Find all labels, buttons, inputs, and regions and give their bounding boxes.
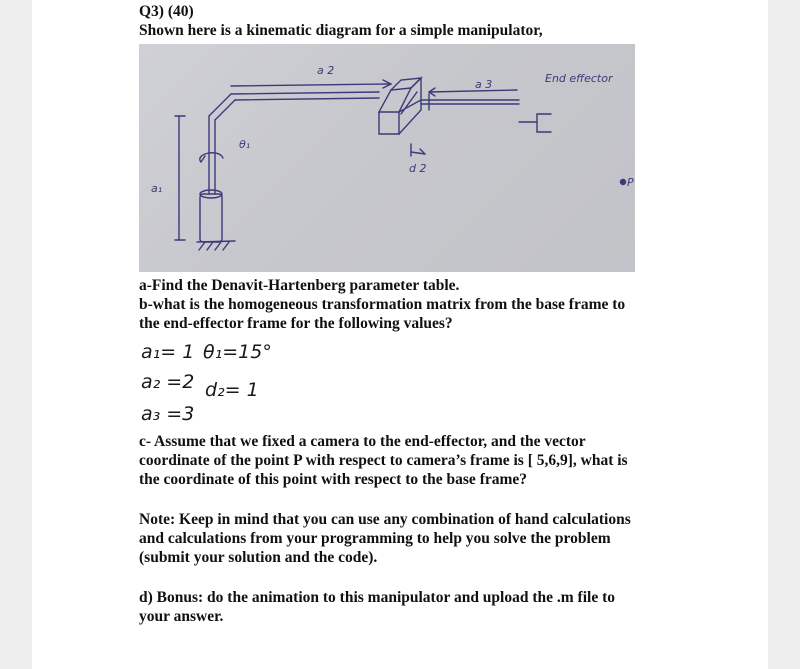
note <box>139 510 631 567</box>
value-a2: a₂ =2 <box>141 371 195 393</box>
question-number: Q3) (40) <box>139 3 194 20</box>
part-d-line-2: your answer. <box>139 608 224 625</box>
question-intro: Shown here is a kinematic diagram for a simple manipulator, <box>139 22 543 39</box>
part-b-line-2: the end-effector frame for the following values? <box>139 315 453 332</box>
manipulator-sketch <box>139 44 635 272</box>
base-cylinder <box>200 194 222 242</box>
note-line-2: and calculations from your programming to help you solve the problem <box>139 530 611 547</box>
question-heading <box>139 2 543 40</box>
part-c-line-2: coordinate of the point P with respect to camera’s frame is [ 5,6,9], what is <box>139 452 628 469</box>
label-a2: a 2 <box>317 64 335 77</box>
part-a-text: a-Find the Denavit-Hartenberg parameter table. <box>139 277 460 294</box>
label-a3: a 3 <box>475 78 493 91</box>
part-c-line-1: c- Assume that we fixed a camera to the end-effector, and the vector <box>139 433 586 450</box>
part-c-line-3: the coordinate of this point with respect to the base frame? <box>139 471 528 488</box>
part-a-b <box>139 276 699 333</box>
part-d-line-1: d) Bonus: do the animation to this manipulator and upload the .m file to <box>139 589 615 606</box>
label-end-effector: End effector <box>545 72 613 85</box>
note-line-1: Note: Keep in mind that you can use any combination of hand calculations <box>139 511 631 528</box>
document-page <box>32 0 768 669</box>
gripper <box>537 114 551 132</box>
value-a3: a₃ =3 <box>141 403 195 425</box>
note-line-3: (submit your solution and the code). <box>139 549 378 566</box>
horizontal-link <box>231 92 379 94</box>
value-a1: a₁= 1 <box>141 341 195 363</box>
handwritten-values <box>139 336 319 428</box>
label-a1: a₁ <box>151 182 163 195</box>
part-d <box>139 588 615 626</box>
label-d2: d 2 <box>409 162 427 175</box>
label-p: P <box>627 176 634 189</box>
kinematic-diagram-photo <box>139 44 635 272</box>
value-theta1: θ₁=15° <box>203 341 272 363</box>
part-c <box>139 432 699 489</box>
value-d2: d₂= 1 <box>205 379 259 401</box>
a2-dimension <box>231 84 389 86</box>
label-theta1: θ₁ <box>239 138 251 151</box>
point-p <box>621 180 626 185</box>
a3-dimension <box>429 90 517 92</box>
part-b-line-1: b-what is the homogeneous transformation matrix from the base frame to <box>139 296 626 313</box>
